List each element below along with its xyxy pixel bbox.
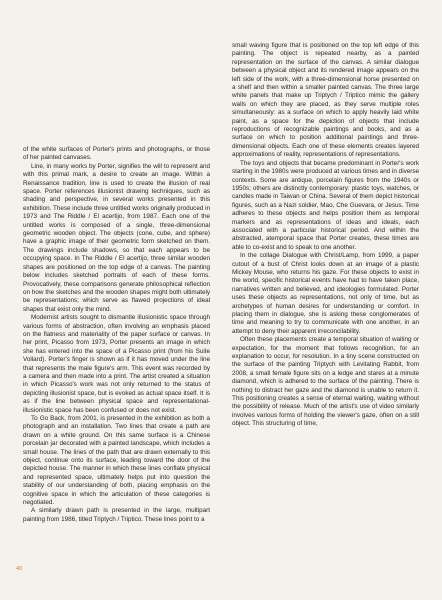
- paragraph: To Go Back, from 2001, is presented in the exhibition as both a photograph and an installation. Two lines that create a path are drawn on a white ground. On this same surface is a Chinese porcelain jar decorated with a painted landscape, which includes a small house. The lines of the path that are drawn externally to this object, continue onto its surface, leading toward the door of the depicted house. The manner in which these lines conflate physical and represented space, ultimately helps put into question the stability of our understanding of both, placing emphasis on the cognitive space in which the articulation of these categories is negotiated.: [23, 415, 210, 507]
- paragraph: small waving figure that is positioned on the top left edge of this painting. The object is repeated nearby, as a painted representation on the surface of the canvas. A similar dialogue between a physical object and its rendered image appears on the left side of the work, with a three-dimensional horse presented on a shelf and then within a smaller painted canvas. The three large white panels that make up Triptych / Triptico mimic the gallery walls on which they are placed, as they serve multiple roles simultaneously: as a surface on which to apply heavily laid white paint, as a space for the depiction of objects that include reproductions of recognizable paintings and books, and as a surface on which to position additional paintings and three-dimensional objects. Each one of these elements creates layered approximations of reality, representations of representations.: [232, 42, 419, 159]
- paragraph: The toys and objects that became predominant in Porter's work starting in the 1980s were produced at various times and in diverse contexts. Some are antique, porcelain figures from the 1940s or 1950s; others are distinctly contemporary: plastic toys, watches, or candles made in Taiwan or China. Several of them depict historical figures, such as a Nazi soldier, Mao, Che Guevara, or Jesus. Time adheres to these objects and helps position them as temporal markers and as representations of ideas and ideals, each associated with a particular historical period. And within the abstracted, atemporal space that Porter creates, these times are able to co-exist and to speak to one another.: [232, 159, 419, 251]
- paragraph: Often these placements create a temporal situation of waiting or expectation, for the moment that follows recognition, for an explanation to occur, for resolution. In a tiny scene constructed on the surface of the painting Triptych with Levitating Rabbit, from 2008, a small female figure sits on a ledge and stares at a minute diamond, which is adhered to the surface of the painting. There is nothing to distract her gaze and the diamond is unable to return it. This positioning creates a sense of eternal waiting, waiting without the possibility of release. Much of the artist's use of video similarly involves various forms of holding the viewer's gaze, often on a still object. This structuring of time,: [232, 336, 419, 428]
- paragraph: A similarly drawn path is presented in the large, multipart painting from 1986, titled Triptych / Triptico. These lines point to a: [23, 507, 210, 523]
- left-text-column: [23, 146, 210, 524]
- paragraph: Line, in many works by Porter, signifies the will to represent and with this primal mark, a desire to create an image. Within a Renaissance tradition, line is used to create the illusion of real space. Porter references illusionist drawing techniques, such as shading and perspective, in several works presented in this exhibition. These include three untitled works originally produced in 1973 and The Riddle / El acertijo, from 1987. Each one of the untitled works is composed of a single, three-dimensional geometric wooden object. The objects (cone, cube, and sphere) have a graphic image of their geometric form sketched on them. The drawings include shadows, so that each appears to be occupying space. In The Riddle / El acertijo, three similar wooden shapes are positioned on the top edge of a canvas. The painting below includes sketched portraits of each of these forms. Provocatively, these comparisons generate philosophical reflection on how the sketches and the wooden shapes might both ultimately be representations; which serve as flawed projections of ideal shapes that exist only the mind.: [23, 162, 210, 313]
- page-number: 40: [16, 566, 23, 572]
- paragraph: of the white surfaces of Porter's prints and photographs, or those of her painted canvases.: [23, 146, 210, 162]
- right-text-column: [232, 42, 419, 429]
- paragraph: In the collage Dialogue with Christ/Lamp, from 1999, a paper cutout of a bust of Christ looks down at an image of a plastic Mickey Mouse, who returns his gaze. For these objects to exist in the world, specific historical events have had to have taken place, narratives written and believed, and ideologies formulated. Porter uses these objects as representations, not only of time, but as archetypes of human desires for understanding or comfort. In placing them in dialogue, she is asking these conglomerates of time and meaning to try to communicate with one another, in an attempt to deny their apparent irreconcilability.: [232, 252, 419, 335]
- paragraph: Modernist artists sought to dismantle illusionistic space through various forms of abstraction, often involving an emphasis placed on the flatness and materiality of the paper surface or canvas. In her print, Picasso from 1973, Porter presents an image in which she has entered into the space of a Picasso print (from his Suite Vollard). Porter's finger is shown as if it has moved under the line that represents the male figure's arm. This event was recorded by a camera and then made into a print. The artist created a situation in which Picasso's work was not only returned to the status of depicting illusionist space, but is evoked as actual space itself. It is as if the line between physical space and representational-illusionistic space has been confused or does not exist.: [23, 314, 210, 414]
